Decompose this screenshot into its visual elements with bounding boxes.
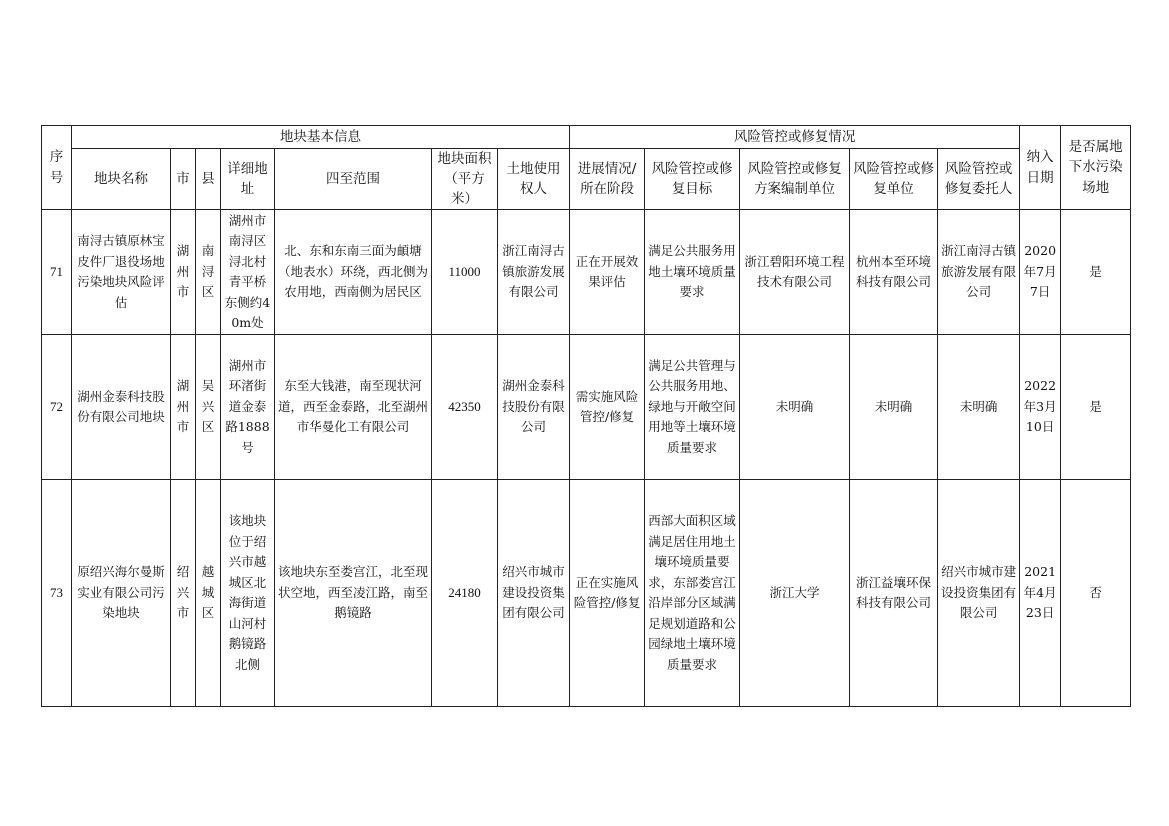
header-area: 地块面积（平方米） bbox=[432, 149, 498, 210]
header-groundwater: 是否属地下水污染场地 bbox=[1061, 126, 1131, 210]
row-boundary: 该地块东至娄宫江，北至现状空地，西至凌江路，南至鹅镜路 bbox=[275, 480, 432, 707]
row-target: 西部大面积区域满足居住用地土壤环境质量要求，东部娄宫江沿岸部分区域满足规划道路和公园绿地土壤环境质量要求 bbox=[645, 480, 740, 707]
row-plan-unit: 浙江大学 bbox=[740, 480, 850, 707]
row-groundwater: 是 bbox=[1061, 335, 1131, 480]
row-city: 湖州市 bbox=[171, 335, 196, 480]
row-seq: 71 bbox=[42, 210, 72, 335]
row-city: 湖州市 bbox=[171, 210, 196, 335]
row-date: 2020年7月7日 bbox=[1020, 210, 1061, 335]
row-area: 11000 bbox=[432, 210, 498, 335]
row-county: 吴兴区 bbox=[196, 335, 221, 480]
row-client: 未明确 bbox=[938, 335, 1020, 480]
row-target: 满足公共管理与公共服务用地、绿地与开敞空间用地等土壤环境质量要求 bbox=[645, 335, 740, 480]
header-row-columns bbox=[42, 149, 1131, 210]
row-county: 越城区 bbox=[196, 480, 221, 707]
row-address: 该地块位于绍兴市越城区北海街道山河村鹅镜路北侧 bbox=[221, 480, 275, 707]
row-area: 42350 bbox=[432, 335, 498, 480]
header-row-groups bbox=[42, 126, 1131, 149]
header-boundary: 四至范围 bbox=[275, 149, 432, 210]
header-owner: 土地使用权人 bbox=[498, 149, 570, 210]
row-progress: 需实施风险管控/修复 bbox=[570, 335, 645, 480]
row-site-name: 南浔古镇原林宝皮件厂退役场地污染地块风险评估 bbox=[72, 210, 171, 335]
row-boundary: 北、东和东南三面为頔塘（地表水）环绕，西北侧为农用地，西南侧为居民区 bbox=[275, 210, 432, 335]
row-date: 2022年3月10日 bbox=[1020, 335, 1061, 480]
row-owner: 浙江南浔古镇旅游发展有限公司 bbox=[498, 210, 570, 335]
row-date: 2021年4月23日 bbox=[1020, 480, 1061, 707]
row-site-name: 湖州金泰科技股份有限公司地块 bbox=[72, 335, 171, 480]
row-plan-unit: 浙江碧阳环境工程技术有限公司 bbox=[740, 210, 850, 335]
header-seq: 序号 bbox=[42, 126, 72, 210]
row-address: 湖州市环渚街道金泰路1888号 bbox=[221, 335, 275, 480]
row-repair-unit: 未明确 bbox=[850, 335, 938, 480]
table-row bbox=[42, 480, 1131, 707]
row-progress: 正在开展效果评估 bbox=[570, 210, 645, 335]
header-included-date: 纳入日期 bbox=[1020, 126, 1061, 210]
header-address: 详细地址 bbox=[221, 149, 275, 210]
contaminated-sites-table bbox=[41, 125, 1131, 707]
table-row bbox=[42, 335, 1131, 480]
row-groundwater: 是 bbox=[1061, 210, 1131, 335]
header-repair-unit: 风险管控或修复单位 bbox=[850, 149, 938, 210]
row-site-name: 原绍兴海尔曼斯实业有限公司污染地块 bbox=[72, 480, 171, 707]
header-city: 市 bbox=[171, 149, 196, 210]
header-site-name: 地块名称 bbox=[72, 149, 171, 210]
row-owner: 绍兴市城市建设投资集团有限公司 bbox=[498, 480, 570, 707]
row-client: 浙江南浔古镇旅游发展有限公司 bbox=[938, 210, 1020, 335]
header-client: 风险管控或修复委托人 bbox=[938, 149, 1020, 210]
row-repair-unit: 浙江益壤环保科技有限公司 bbox=[850, 480, 938, 707]
row-owner: 湖州金泰科技股份有限公司 bbox=[498, 335, 570, 480]
row-plan-unit: 未明确 bbox=[740, 335, 850, 480]
row-repair-unit: 杭州本至环境科技有限公司 bbox=[850, 210, 938, 335]
row-address: 湖州市南浔区浔北村青平桥东侧约40m处 bbox=[221, 210, 275, 335]
header-group-basic-info: 地块基本信息 bbox=[72, 126, 570, 149]
row-seq: 72 bbox=[42, 335, 72, 480]
header-group-risk-control: 风险管控或修复情况 bbox=[570, 126, 1020, 149]
row-city: 绍兴市 bbox=[171, 480, 196, 707]
row-client: 绍兴市城市建设投资集团有限公司 bbox=[938, 480, 1020, 707]
header-progress: 进展情况/所在阶段 bbox=[570, 149, 645, 210]
header-plan-unit: 风险管控或修复方案编制单位 bbox=[740, 149, 850, 210]
row-boundary: 东至大钱港，南至现状河道，西至金泰路，北至湖州市华曼化工有限公司 bbox=[275, 335, 432, 480]
row-county: 南浔区 bbox=[196, 210, 221, 335]
row-progress: 正在实施风险管控/修复 bbox=[570, 480, 645, 707]
row-seq: 73 bbox=[42, 480, 72, 707]
header-county: 县 bbox=[196, 149, 221, 210]
table-row bbox=[42, 210, 1131, 335]
row-area: 24180 bbox=[432, 480, 498, 707]
row-groundwater: 否 bbox=[1061, 480, 1131, 707]
row-target: 满足公共服务用地土壤环境质量要求 bbox=[645, 210, 740, 335]
header-target: 风险管控或修复目标 bbox=[645, 149, 740, 210]
